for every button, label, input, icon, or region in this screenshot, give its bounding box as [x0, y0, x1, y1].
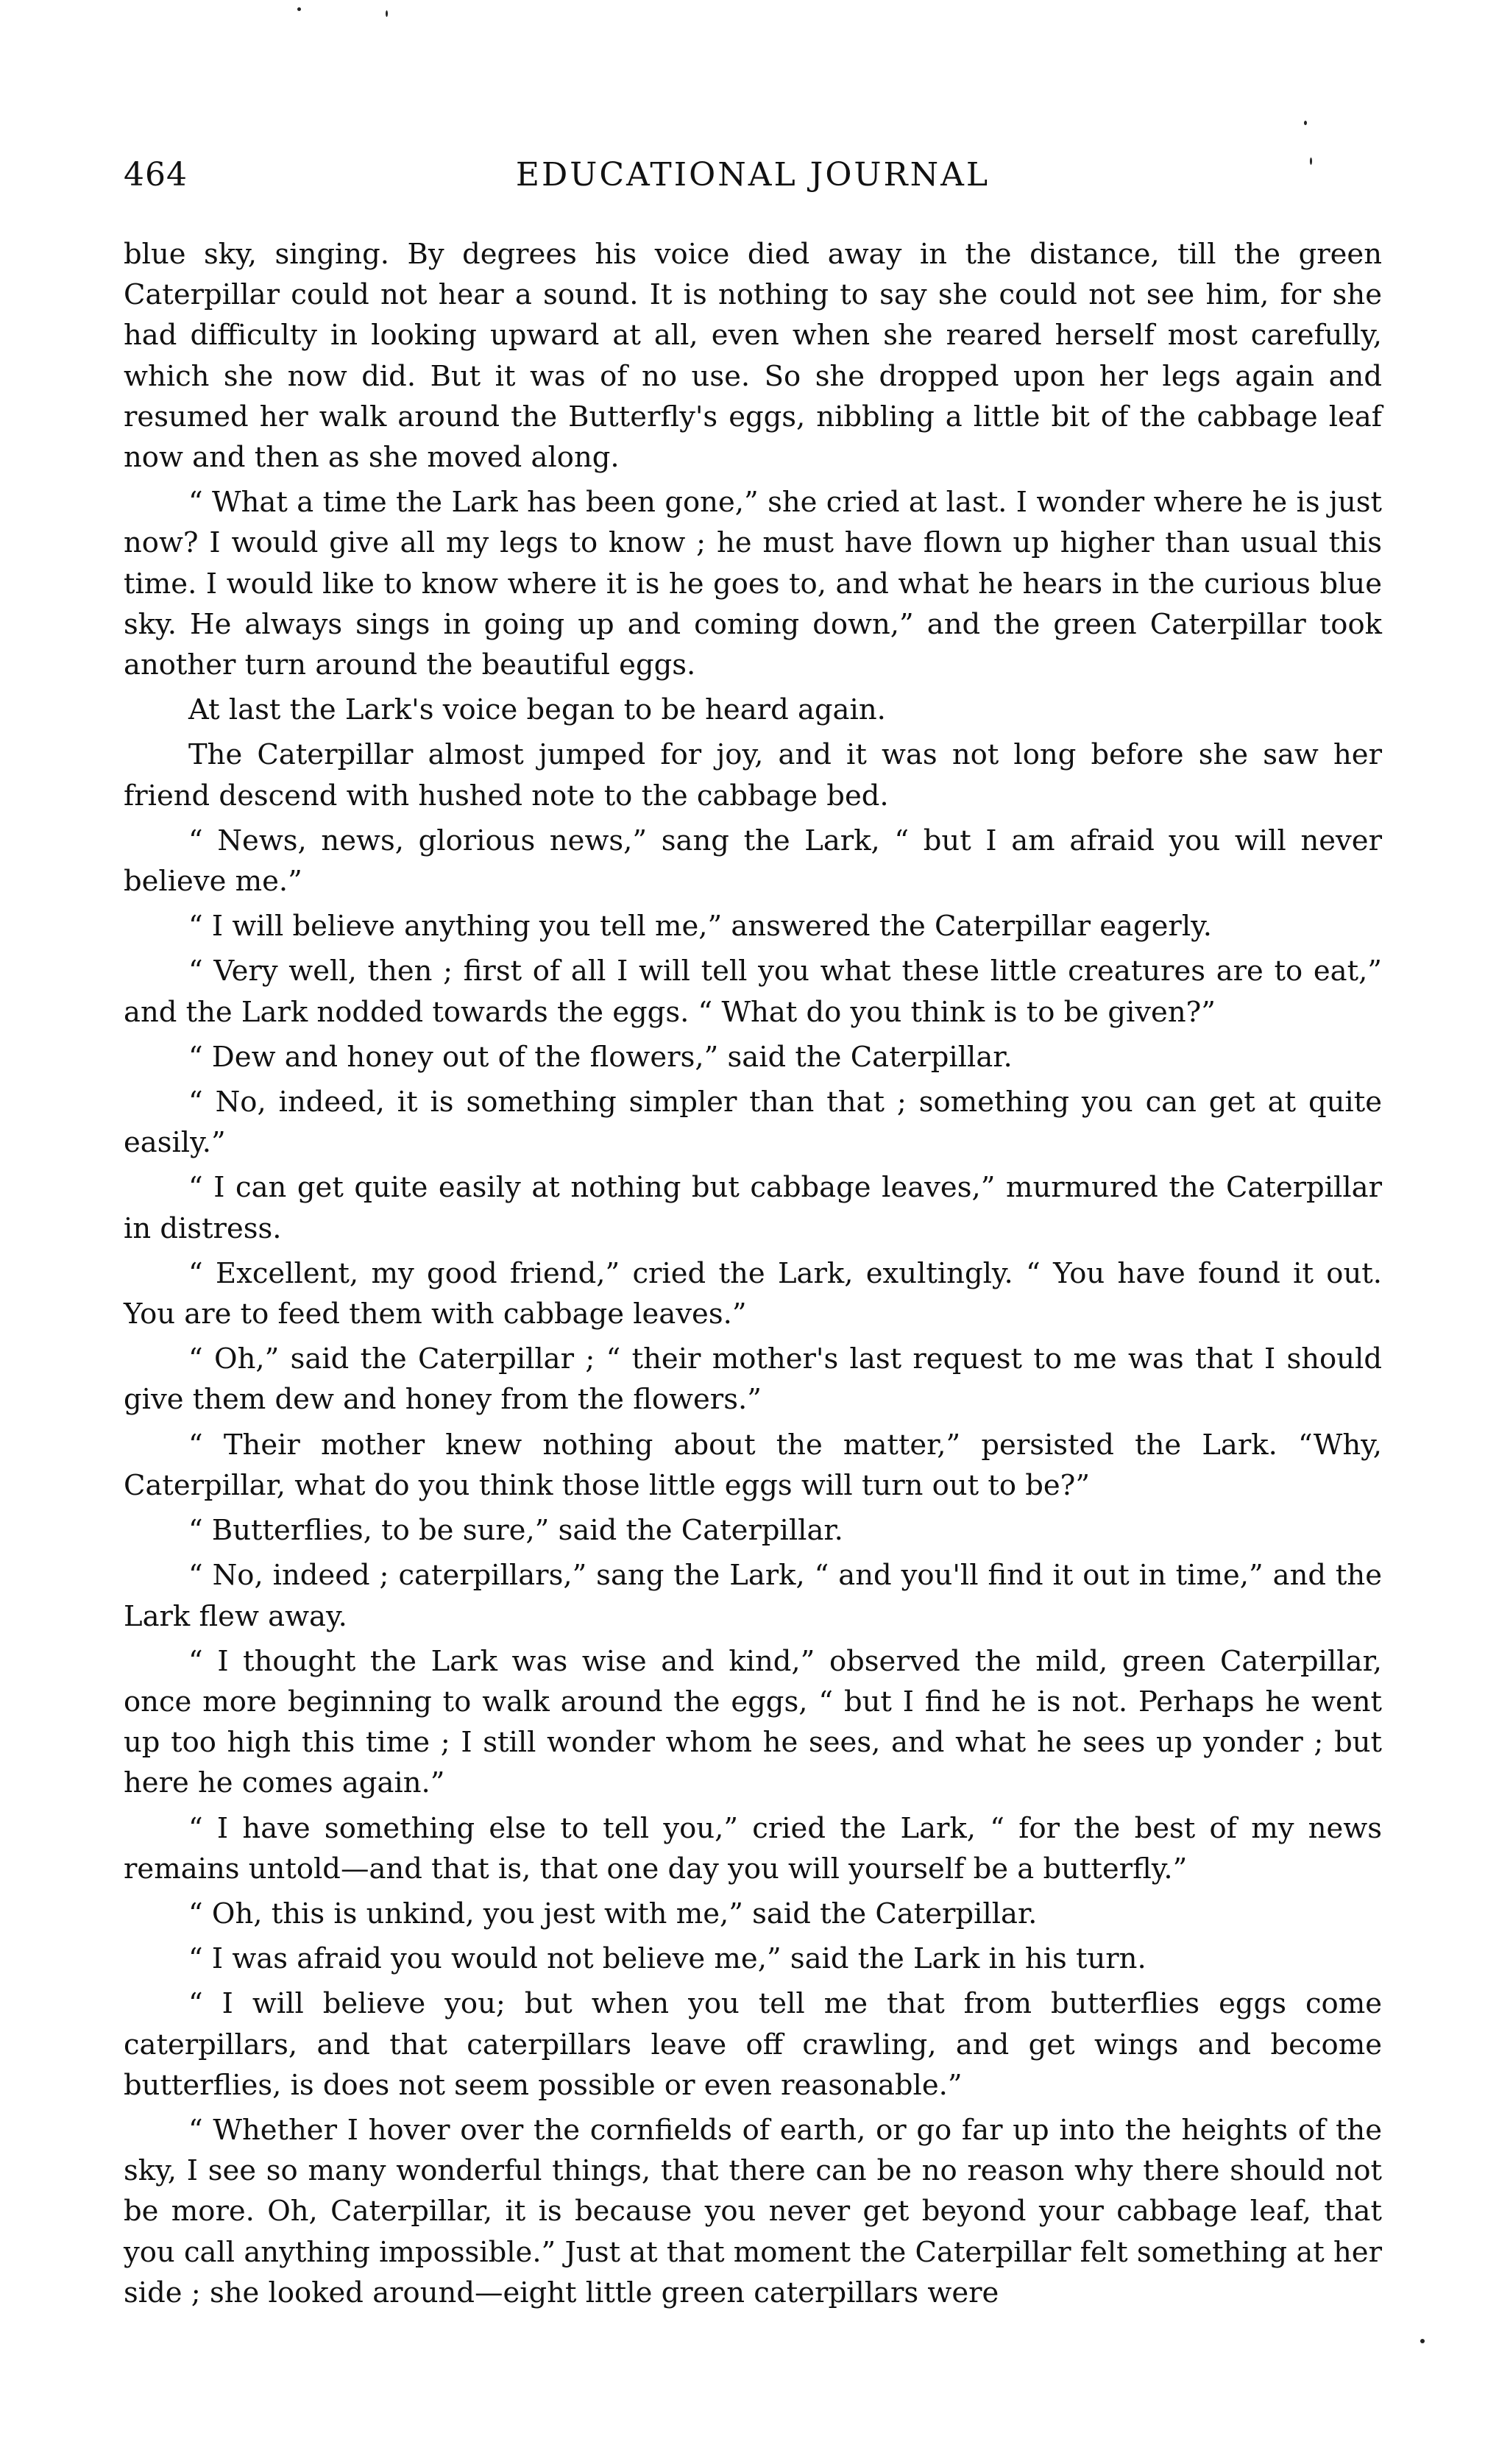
- scan-speck: [297, 7, 301, 11]
- paragraph: At last the Lark's voice began to be heard again.: [188, 693, 886, 727]
- paragraph: “ Oh,” said the Caterpillar ; “ their mother's last request to me was that I should give them dew and honey from the flowers.”: [124, 1342, 1382, 1417]
- page-header: [124, 153, 1382, 205]
- scan-speck: [1310, 157, 1312, 165]
- paragraph: “ Very well, then ; first of all I will tell you what these little creatures are to eat,” and the Lark nodded towards the eggs. “ What do you think is to be given?”: [124, 955, 1382, 1029]
- paragraph: “ News, news, glorious news,” sang the Lark, “ but I am afraid you will never believe me.”: [124, 824, 1382, 899]
- running-title: EDUCATIONAL JOURNAL: [515, 156, 990, 194]
- paragraph: “ I was afraid you would not believe me,” said the Lark in his turn.: [188, 1942, 1146, 1976]
- paragraph: “ I can get quite easily at nothing but cabbage leaves,” murmured the Caterpillar in distress.: [124, 1171, 1382, 1245]
- scan-speck: [386, 10, 388, 17]
- paragraph: “ No, indeed, it is something simpler than that ; something you can get at quite easily.”: [124, 1086, 1382, 1160]
- paragraph: “ Whether I hover over the cornfields of earth, or go far up into the heights of the sky, I see so many wonderful things, that there can be no reason why there should not be more. Oh, Caterpillar, it is because you never get beyond your cabbage leaf, that you call anything impossible.” Just at that moment the Caterpillar felt something at her side ; she looked around—eight little green caterpillars were: [124, 2113, 1382, 2309]
- paragraph: “ Dew and honey out of the flowers,” said the Caterpillar.: [188, 1040, 1013, 1074]
- body-text: [124, 234, 1382, 2318]
- paragraph: “ I thought the Lark was wise and kind,” observed the mild, green Caterpillar, once more beginning to walk around the eggs, “ but I find he is not. Perhaps he went up too high this time ; I still wonder whom he sees, and what he sees up yonder ; but here he comes again.”: [124, 1644, 1382, 1800]
- paragraph: “ Excellent, my good friend,” cried the Lark, exultingly. “ You have found it out. You are to feed them with cabbage leaves.”: [124, 1256, 1382, 1331]
- paragraph: “ Butterflies, to be sure,” said the Caterpillar.: [188, 1514, 843, 1548]
- paragraph: “ What a time the Lark has been gone,” she cried at last. I wonder where he is just now? I would give all my legs to know ; he must have flown up higher than usual this time. I would like to know where it is he goes to, and what he hears in the curious blue sky. He always sings in going up and coming down,” and the green Caterpillar took another turn around the beautiful eggs.: [124, 486, 1382, 682]
- paragraph: “ Their mother knew nothing about the matter,” persisted the Lark. “Why, Caterpillar, what do you think those little eggs will turn out to be?”: [124, 1428, 1382, 1502]
- paragraph: “ No, indeed ; caterpillars,” sang the Lark, “ and you'll find it out in time,” and the Lark flew away.: [124, 1559, 1382, 1633]
- scan-speck: [1304, 121, 1307, 125]
- paragraph: “ Oh, this is unkind, you jest with me,” said the Caterpillar.: [188, 1897, 1038, 1930]
- paragraph: “ I have something else to tell you,” cried the Lark, “ for the best of my news remains untold—and that is, that one day you will yourself be a butterfly.”: [124, 1811, 1382, 1886]
- paragraph: “ I will believe you; but when you tell me that from butterflies eggs come caterpillars, and that caterpillars leave off crawling, and get wings and become butterflies, is does not seem possible or even reasonable.”: [124, 1987, 1382, 2102]
- page-number: 464: [124, 156, 188, 194]
- paragraph: The Caterpillar almost jumped for joy, and it was not long before she saw her friend descend with hushed note to the cabbage bed.: [124, 738, 1382, 813]
- paragraph: “ I will believe anything you tell me,” answered the Caterpillar eagerly.: [188, 910, 1213, 944]
- paragraph: blue sky, singing. By degrees his voice died away in the distance, till the green Caterpillar could not hear a sound. It is nothing to say she could not see him, for she had difficulty in looking upward at all, even when she reared herself most carefully, which she now did. But it was of no use. So she dropped upon her legs again and resumed her walk around the Butterfly's eggs, nibbling a little bit of the cabbage leaf now and then as she moved along.: [124, 238, 1382, 475]
- scan-speck: [1420, 2339, 1425, 2343]
